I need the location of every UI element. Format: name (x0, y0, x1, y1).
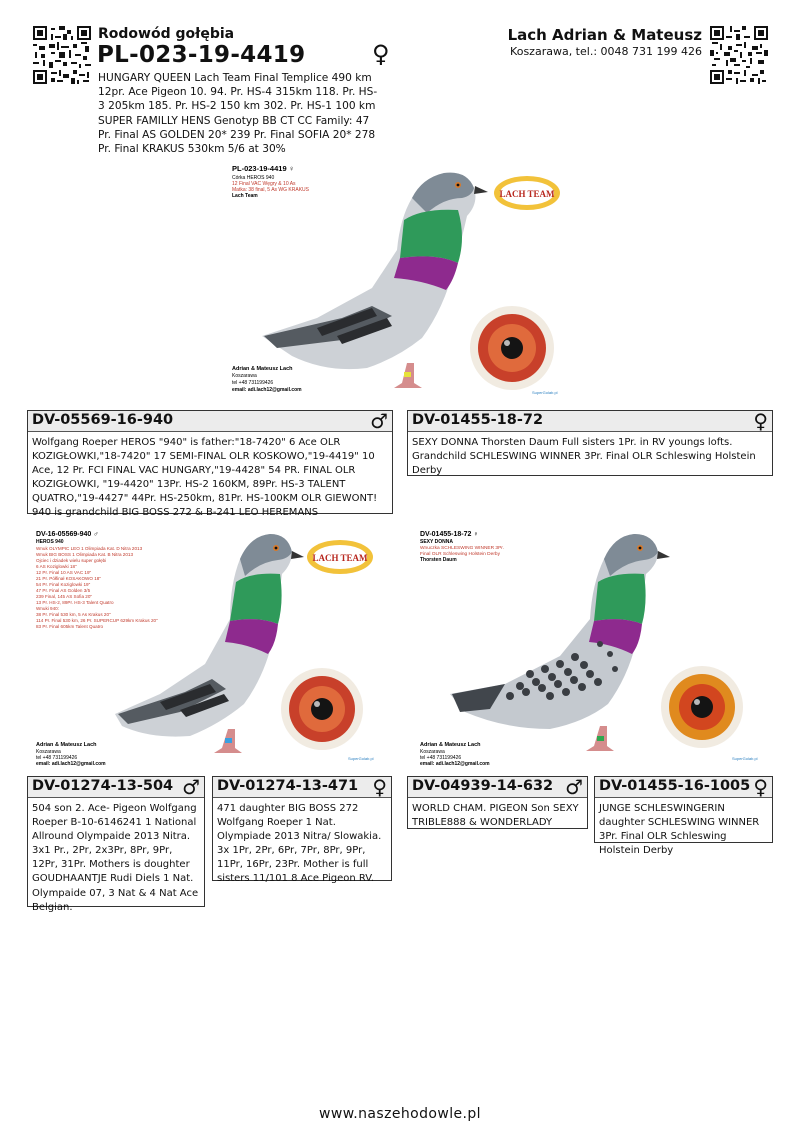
logo-text: LACH TEAM (499, 189, 555, 199)
dam-photo-ring: DV-01455-18-72 ♀ (420, 531, 479, 538)
dam-ring-number: DV-01455-18-72 (412, 412, 544, 428)
photo-line-3: Matka: 38 final, 5 As WG KRAKUS (232, 187, 309, 193)
male-sex-icon: ♂ (565, 775, 583, 799)
dam-photo-line-1: Wnuczka SCHLESWING WINNER 3Pr. (420, 546, 504, 551)
male-sex-icon: ♂ (182, 775, 200, 799)
pigeon-illustration (115, 534, 304, 753)
dam-card (407, 410, 773, 476)
photo-line-2: 12 Final VAC Węgry & 10 As (232, 181, 296, 187)
female-sex-icon: ♀ (753, 775, 768, 799)
female-sex-icon: ♀ (753, 409, 768, 433)
ring-number: DV-01274-13-471 (217, 778, 359, 794)
photo-ring-label: PL-023-19-4419 ♀ (232, 164, 295, 173)
sire-photo-line: 38 Pr. Final 530 km, 5 As Krakus 20" (36, 612, 111, 617)
photo-footer-4: email: adi.lach12@gmail.com (36, 761, 106, 766)
card-header (213, 777, 391, 798)
sire-card (27, 409, 393, 519)
card-description: 471 daughter BIG BOSS 272 Wolfgang Roeper 1 Nat. Olympiade 2013 Nitra/ Slowakia. 3x 1Pr, 2Pr, 6Pr, 7Pr, 8Pr, 9Pr, 11Pr, 16Pr, 23Pr. Mother is full sisters 11/101 8 Ace Pigeon RV. (217, 803, 382, 885)
sire-photo-line: Wnuk OLYMPIC LEO 1 Olimpiada Kat. D Nitra 2013 (36, 546, 143, 551)
document-label: Rodowód gołębia (98, 26, 235, 42)
sire-photo-ring: DV-16-05569-940 ♂ (36, 531, 99, 538)
photo-footer-1: Adrian & Mateusz Lach (232, 366, 293, 372)
photo-footer-4: email: adi.lach12@gmail.com (232, 387, 302, 393)
pigeon-description: HUNGARY QUEEN Lach Team Final Templice 490 km 12pr. Ace Pigeon 10. 94. Pr. HS-4 315km 118. Pr. HS-3 205km 185. Pr. HS-2 150 km 302. Pr. HS-1 100 km SUPER FAMILLY HENS Genotyp BB CT CC Family: 47 Pr. Final AS GOLDEN 20* 239 Pr. Final SOFIA 20* 278 Pr. Final KRAKUS 530km 5/6 at 30% (98, 72, 378, 156)
photo-footer-3: tel +48 731199426 (232, 380, 274, 386)
owner-contact: Koszarawa, tel.: 0048 731 199 426 (510, 45, 702, 58)
card-header (28, 777, 204, 798)
dam-photo-breeder: Thorsten Daum (420, 557, 457, 563)
main-pigeon-photo (222, 158, 574, 402)
photo-footer-2: Koszarawa (420, 749, 445, 755)
sire-photo-line: Wnuk BIG BOSS 1 Olimpiada Kat. B Nitra 2013 (36, 552, 134, 557)
grandsire-maternal-card (407, 776, 588, 829)
granddam-paternal-card (212, 775, 392, 885)
photo-footer-2: Koszarawa (36, 749, 61, 755)
ring-number: DV-04939-14-632 (412, 778, 554, 794)
qr-code-left (33, 26, 91, 84)
qr-code-right (710, 26, 768, 84)
sire-photo-line: 83 Pr. Final 605km Talent Quatro (36, 624, 104, 629)
footer-website-link[interactable]: www.naszehodowle.pl (319, 1106, 481, 1122)
sire-photo-line: Wnuki 940: (36, 606, 59, 611)
sire-photo-line: 12 Pr. Final 10 AS VAC 19" (36, 570, 92, 575)
sire-photo-line: 6 AS Koziglowki 18" (36, 564, 77, 569)
dam-photo-line-2: Final OLR Schleswing Holstein Derby (420, 552, 500, 557)
card-description: WORLD CHAM. PIGEON Son SEXY TRIBLE888 & WONDERLADY (412, 803, 579, 829)
sire-photo-line: 13 Pr. HS-2, 89Pr. HS-3 Talent Quatro (36, 600, 114, 605)
pigeon-illustration (262, 173, 488, 388)
logo-text: LACH TEAM (312, 553, 368, 563)
sire-photo-line: 239 Final, 145 AS Sofia 20" (36, 594, 93, 599)
owner-name: Lach Adrian & Mateusz (507, 26, 702, 44)
photo-footer-3: tel +48 731199426 (36, 755, 78, 761)
female-sex-icon: ♀ (372, 40, 390, 68)
photo-line-1: Córka HEROS 940 (232, 175, 275, 181)
photo-footer-1: Adrian & Mateusz Lach (36, 742, 97, 748)
sire-pigeon-photo (30, 524, 390, 766)
photo-footer-3: tel +48 731199426 (420, 755, 462, 761)
granddam-maternal-card (594, 775, 773, 857)
sire-photo-line: 114 Pr. Final 530 km, 26 Pr. SUPERCUP 629km Krakus 20" (36, 618, 158, 623)
sire-photo-line: Ojciec i dziadek wielu super gołębi (36, 558, 107, 563)
lach-team-logo (307, 540, 373, 574)
sire-photo-line: 47 Pr. Final AS Golden 3/5 (36, 588, 91, 593)
photo-line-4: Lach Team (232, 193, 258, 199)
male-sex-icon: ♂ (370, 409, 388, 433)
photo-footer-4: email: adi.lach12@gmail.com (420, 761, 490, 766)
lach-team-logo (494, 176, 560, 210)
card-header (595, 777, 772, 798)
card-description: JUNGE SCHLESWINGERIN daughter SCHLESWING WINNER 3Pr. Final OLR Schleswing Holstein Derby (599, 803, 760, 857)
sire-card-header (28, 411, 392, 432)
sire-photo-name: HEROS 940 (36, 539, 64, 545)
sire-ring-number: DV-05569-16-940 (32, 412, 174, 428)
photo-footer-1: Adrian & Mateusz Lach (420, 742, 481, 748)
sire-photo-line: 54 Pr. Final Koziglowki 19" (36, 582, 91, 587)
grandsire-paternal-card (27, 775, 205, 913)
dam-pigeon-photo (410, 524, 772, 766)
female-sex-icon: ♀ (372, 775, 387, 799)
sire-photo-line: 21 Pr. Półfinał KOSAKOWO 18" (36, 576, 101, 581)
card-description: 504 son 2. Ace- Pigeon Wolfgang Roeper B-10-6146241 1 National Allround Olympaide 2013 Nitra. 3x1 Pr., 2Pr, 2x3Pr, 8Pr, 9Pr, 12Pr, 31Pr. Mothers is doughter GOUDHAANTJE Rudi Diels 1 Nat. Olympaide 07, 3 Nat & 4 Nat Ace Belgian. (32, 803, 199, 913)
ring-number: DV-01455-16-1005 (599, 778, 751, 794)
photo-watermark: SuperGolab.pl (348, 756, 374, 761)
photo-watermark: SuperGolab.pl (732, 756, 758, 761)
sire-description: Wolfgang Roeper HEROS "940" is father:"18-7420" 6 Ace OLR KOZIGŁOWKI,"18-7420" 17 SEMI-FINAL OLR KOSKOWO,"19-4419" 10 Ace, 12 Pr. FCI FINAL VAC HUNGARY,"19-4428" 54 PR. FINAL OLR KOZIGŁOWKI, "19-4420" 13Pr. HS-2 160KM, 89Pr. HS-3 TALENT QUATRO,"19-4427" 44Pr. HS-250km, 81Pr. HS-100KM OLR GIEWONT! 940 is grandchild BIG BOSS 272 & B-241 LEO HEREMANS (32, 437, 378, 519)
pigeon-eye-closeup (470, 306, 554, 390)
pigeon-eye-closeup (661, 666, 743, 748)
ring-number-title: PL-023-19-4419 (97, 42, 306, 68)
dam-card-header (408, 411, 772, 432)
photo-watermark: SuperGolab.pl (532, 390, 558, 395)
pigeon-eye-closeup (281, 668, 363, 750)
pigeon-illustration (450, 534, 670, 751)
ring-number: DV-01274-13-504 (32, 778, 174, 794)
card-header (408, 777, 587, 798)
photo-footer-2: Koszarawa (232, 373, 257, 379)
dam-description: SEXY DONNA Thorsten Daum Full sisters 1Pr. in RV youngs lofts. Grandchild SCHLESWING WINNER 3Pr. Final OLR Schleswing Holstein Derby (412, 437, 756, 477)
dam-photo-name: SEXY DONNA (420, 539, 453, 545)
